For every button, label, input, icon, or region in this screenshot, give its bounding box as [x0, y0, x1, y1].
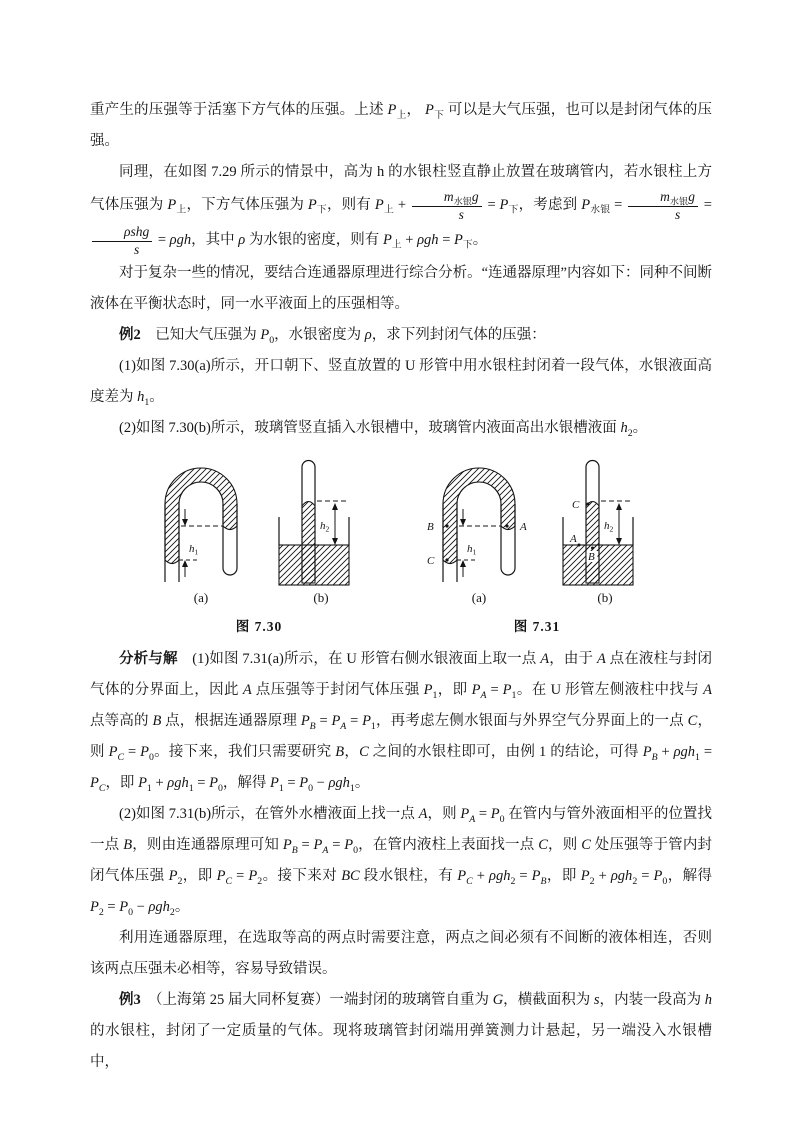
figure-7-31-caption: 图 7.31 [513, 619, 561, 634]
point-a-dot [505, 524, 508, 527]
point-c-dot [587, 503, 590, 506]
dimension-up-arrowhead [616, 503, 622, 510]
mercury-region [443, 468, 515, 564]
point-c-dot [445, 558, 448, 561]
h1-label: $h_1$ [189, 543, 199, 557]
subfigure-a-label: (a) [193, 590, 209, 605]
fraction: $\frac{m_{水银}g}{s}$ [628, 189, 698, 222]
subfigure-a-label: (a) [471, 590, 487, 605]
paragraph: (1)如图 7.30(a)所示，开口朝下、竖直放置的 U 形管中用水银柱封闭着一段气体，水银液面高度差为 $h_1$。 [90, 358, 712, 408]
figures-row [90, 457, 712, 635]
point-b-dot [445, 524, 448, 527]
dimension-down-arrowhead [616, 538, 622, 545]
figure-7-30b [275, 457, 367, 606]
dimension-up-arrowhead [332, 503, 338, 510]
trough-mercury [563, 545, 633, 585]
h2-label: $h_2$ [604, 520, 614, 534]
figure-7-30a [151, 464, 251, 606]
inverted-u-tube-with-points-diagram [423, 464, 535, 589]
point-c-label: C [427, 555, 435, 567]
paragraph: 对于复杂一些的情况，要结合连通器原理进行综合分析。“连通器原理”内容如下：同种不间断液体在平衡状态时，同一水平液面上的压强相等。 [90, 265, 712, 312]
tube-in-trough-with-points-diagram [559, 457, 651, 589]
fraction: $\frac{m_{水银}g}{s}$ [412, 189, 482, 222]
point-a-label: A [570, 533, 577, 545]
mercury-region [165, 468, 237, 564]
down-arrowhead [460, 519, 466, 526]
inverted-u-tube-diagram [151, 464, 251, 589]
subfigure-b-label: (b) [313, 590, 329, 605]
point-b-label: B [588, 551, 595, 563]
point-a-dot [578, 544, 581, 547]
point-b-label: B [427, 521, 434, 533]
text-block-top [90, 95, 712, 444]
point-b-dot [591, 547, 594, 550]
point-a-label: A [520, 521, 527, 533]
dimension-down-arrowhead [332, 538, 338, 545]
bold-lead: 例3 [119, 992, 141, 1008]
figure-7-31 [423, 457, 651, 635]
up-arrowhead [182, 560, 188, 567]
tube-in-trough-diagram [275, 457, 367, 589]
h2-label: $h_2$ [320, 520, 330, 534]
bold-lead: 例2 [119, 327, 141, 343]
paragraph: 例3 （上海第 25 届大同杯复赛）一端封闭的玻璃管自重为 G，横截面积为 s，内装一段高为 h 的水银柱，封闭了一定质量的气体。现将玻璃管封闭端用弹簧测力计悬起，另一端没入水银槽中， [90, 992, 713, 1070]
paragraph: (2)如图 7.30(b)所示，玻璃管竖直插入水银槽中，玻璃管内液面高出水银槽液面 $h_2$。 [119, 420, 648, 439]
paragraph: 利用连通器原理，在选取等高的两点时需要注意，两点之间必须有不间断的液体相连，否则该两点压强未必相等，容易导致错误。 [90, 930, 712, 977]
text-block-bottom [90, 644, 712, 1078]
figure-7-31-pair [423, 457, 651, 606]
figure-7-30-pair [151, 457, 367, 606]
paragraph: 同理，在如图 7.29 所示的情景中，高为 h 的水银柱竖直静止放置在玻璃管内，若水银柱上方气体压强为 $P_上$，下方气体压强为 $P_下$，则有 $P_上$ + $\frac{m_{水银}g}{s}$ = $P_下$，考虑到 $P_{水银}$ = $\frac{m_{水银}g}{s}$ = $\frac{\text{ρshg}}{s}$ = ρgh，其中 ρ 为水银的密度，则有 $P_上 + \rho gh = P_下$。 [90, 164, 712, 257]
point-c-label: C [572, 499, 580, 511]
figure-7-30 [151, 457, 367, 635]
up-arrowhead [460, 560, 466, 567]
subfigure-b-label: (b) [597, 590, 613, 605]
paragraph: 例2 已知大气压强为 $P_0$，水银密度为 ρ，求下列封闭气体的压强： [119, 327, 546, 346]
fraction: $\frac{\text{ρshg}}{s}$ [92, 224, 152, 257]
h1-label: $h_1$ [467, 543, 477, 557]
paragraph: 分析与解 (1)如图 7.31(a)所示，在 U 形管右侧水银液面上取一点 A，由于 A 点在液柱与封闭气体的分界面上，因此 A 点压强等于封闭气体压强 $P_1$，即 $P_A = P_1$。在 U 形管左侧液柱中找与 A 点等高的 B 点，根据连通器原理 $P_B = P_A = P_1$，再考虑左侧水银面与外界空气分界面上的一点 C，则 $P_C = P_0$。接下来，我们只需要研究 B，C 之间的水银柱即可，由例 1 的结论，可得 $P_B + \rho gh_1 = P_C$，即 $P_1 + \rho gh_1 = P_0$，解得 $P_1 = P_0 - \rho gh_1$。 [90, 651, 713, 794]
trough-mercury [279, 545, 349, 585]
figure-7-31b [559, 457, 651, 606]
paragraph: 重产生的压强等于活塞下方气体的压强。上述 $P_上$， $P_下$ 可以是大气压强，也可以是封闭气体的压强。 [90, 102, 713, 149]
figure-7-30-caption: 图 7.30 [235, 619, 283, 634]
down-arrowhead [182, 519, 188, 526]
paragraph: (2)如图 7.31(b)所示，在管外水槽液面上找一点 A，则 $P_A = P_0$ 在管内与管外液面相平的位置找一点 B，则由连通器原理可知 $P_B = P_A = P_0$，在管内液柱上表面找一点 C，则 C 处压强等于管内封闭气体压强 $P_2$，即 $P_C = P_2$。接下来对 BC 段水银柱，有 $P_C + \rho gh_2 = P_B$，即 $P_2 + \rho gh_2 = P_0$，解得 $P_2 = P_0 - \rho gh_2$。 [90, 806, 713, 918]
figure-7-31a [423, 464, 535, 606]
bold-lead: 分析与解 [119, 651, 178, 667]
